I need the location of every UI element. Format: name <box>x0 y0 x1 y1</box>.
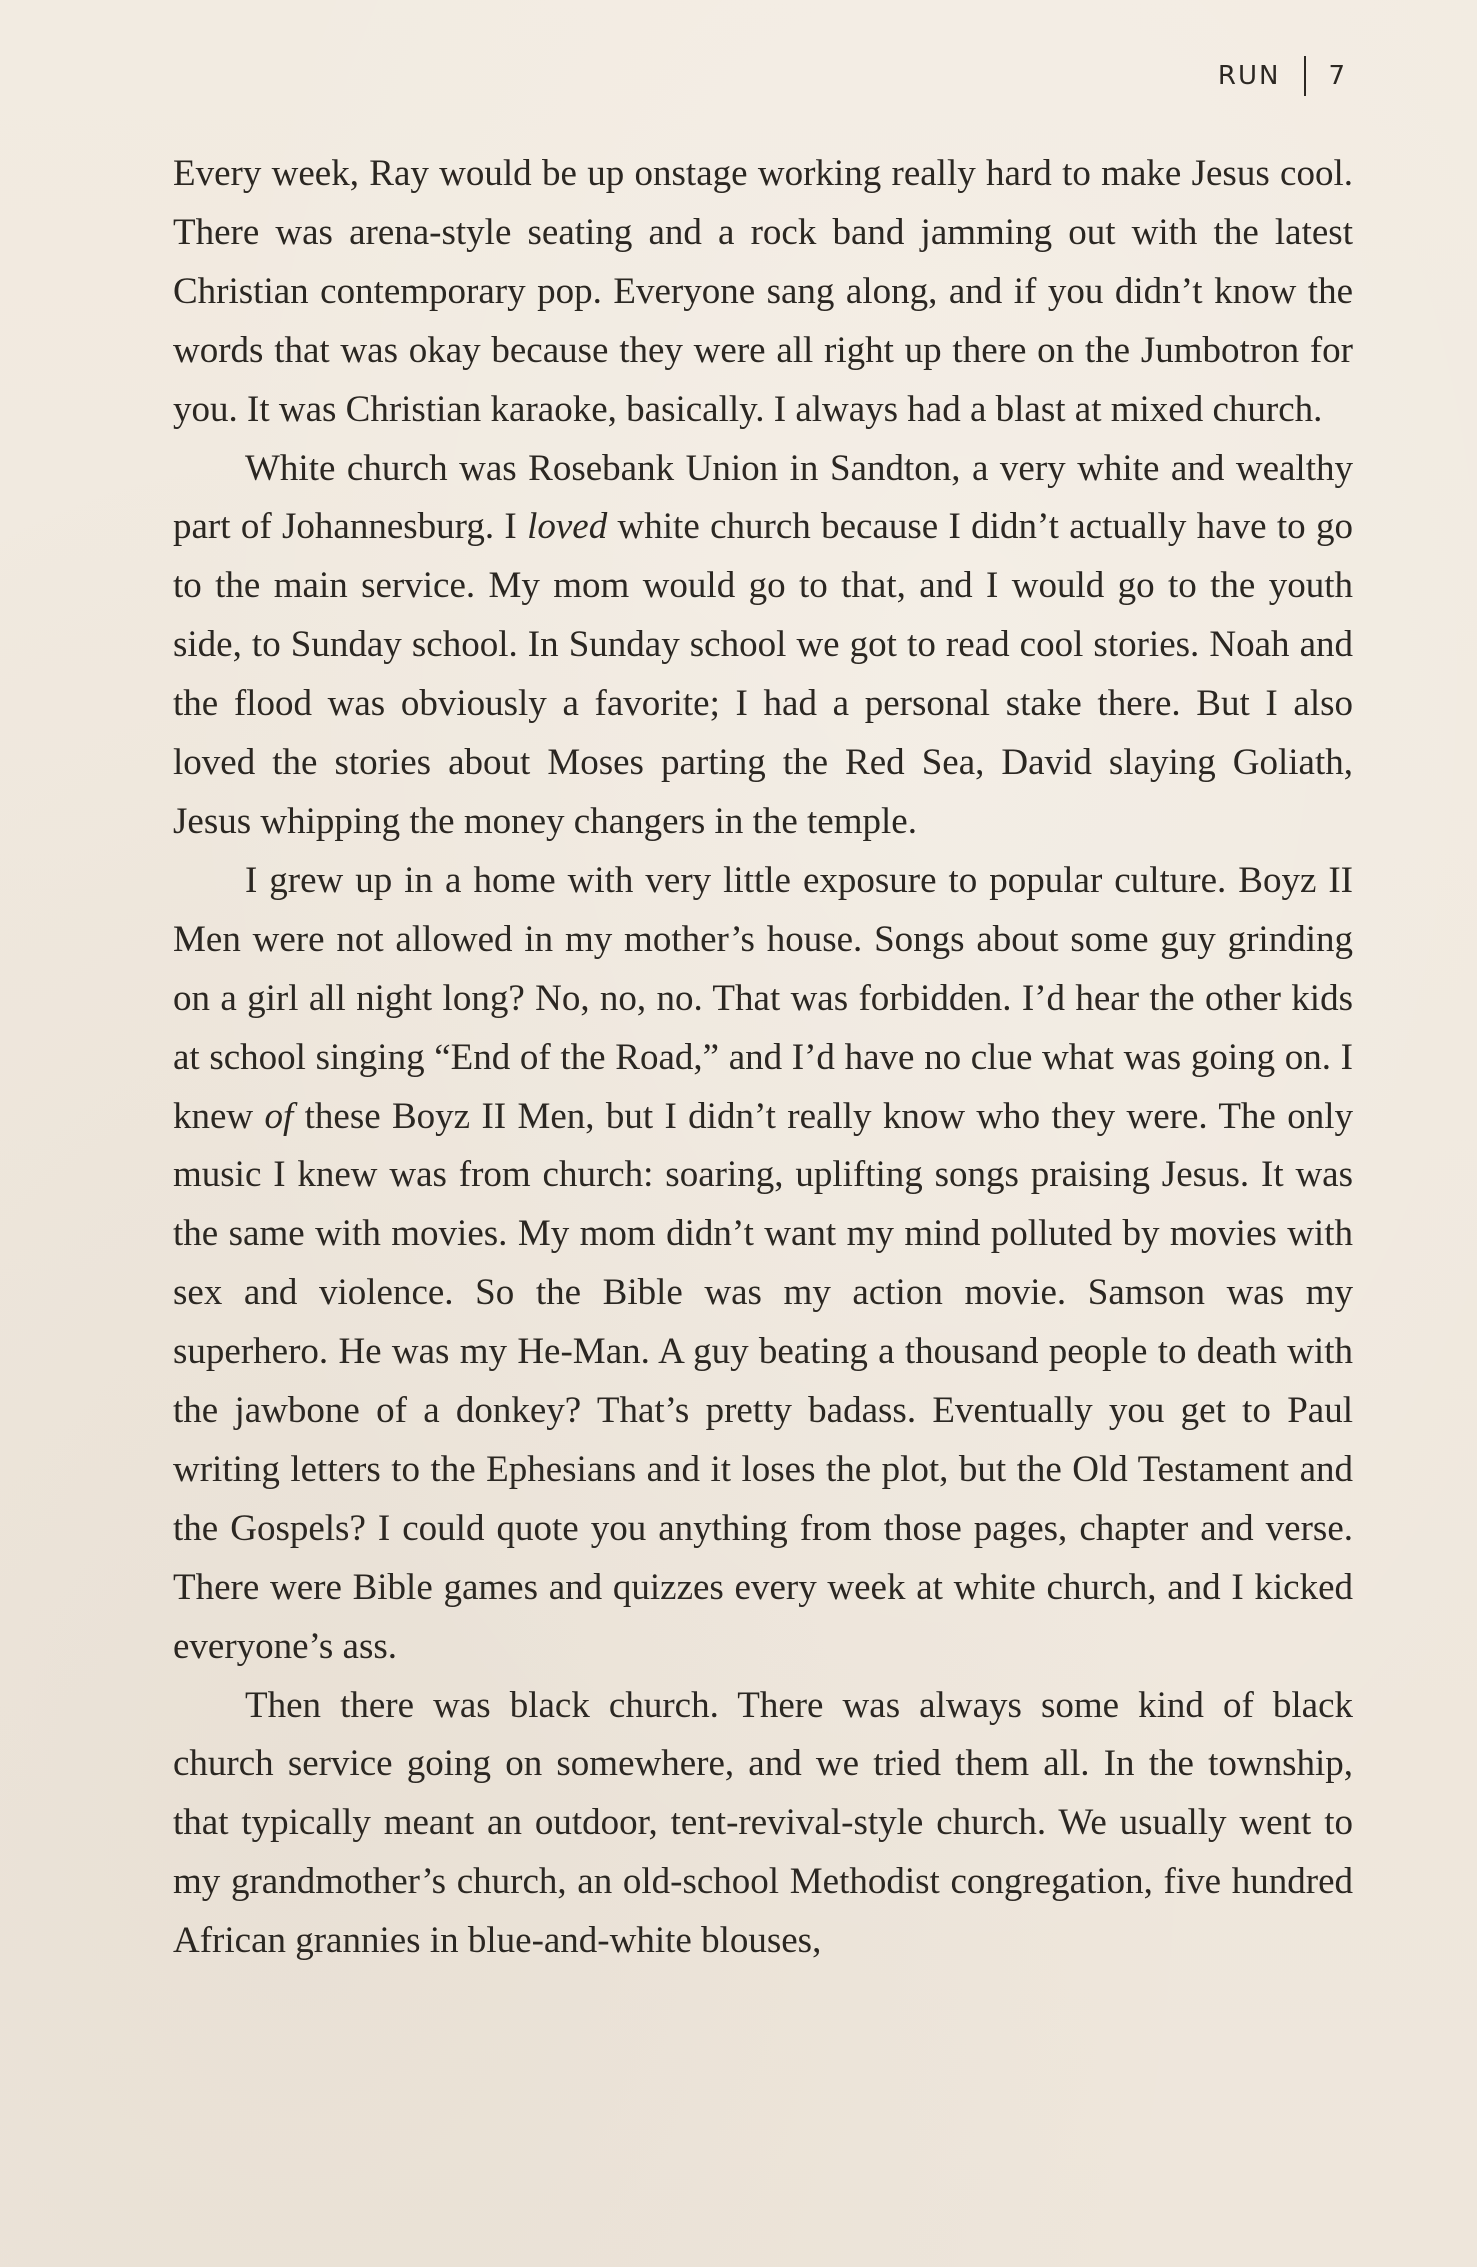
page-number: 7 <box>1328 61 1347 91</box>
paragraph-text: Every week, Ray would be up onstage working really hard to make Jesus cool. There was arena-style seating and a rock band jamming out with the latest Christian contemporary pop. Everyone sang along, and if you didn’t know the words that was okay because they were all right up there on the Jumbotron for you. It was Christian karaoke, basically. I always had a blast at mixed church. <box>173 153 1353 430</box>
header-separator <box>1304 56 1306 96</box>
paragraph-text: White church was Rosebank Union in Sandton, a very white and wealthy part of Johannesburg. I <box>173 447 1353 548</box>
paragraph-text: I grew up in a home with very little exposure to popular culture. Boyz II Men were not allowed in my mother’s house. Songs about some guy grinding on a girl all night long? No, no, no. That was forbidden. I’d hear the other kids at school singing “End of the Road,” and I’d have no clue what was going on. I knew <box>173 859 1353 1137</box>
emphasis-text: of <box>264 1095 294 1137</box>
paragraph-2 <box>173 440 1353 852</box>
body-text <box>173 145 1353 1971</box>
paragraph-text: these Boyz II Men, but I didn’t really know who they were. The only music I knew was from church: soaring, uplifting songs praising Jesus. It was the same with movies. My mom didn’t want my mind polluted by movies with sex and violence. So the Bible was my action movie. Samson was my superhero. He was my He-Man. A guy beating a thousand people to death with the jawbone of a donkey? That’s pretty badass. Eventually you get to Paul writing letters to the Ephesians and it loses the plot, but the Old Testament and the Gospels? I could quote you anything from those pages, chapter and verse. There were Bible games and quizzes every week at white church, and I kicked everyone’s ass. <box>173 1095 1353 1667</box>
paragraph-3 <box>173 852 1353 1677</box>
paragraph-text: white church because I didn’t actually have to go to the main service. My mom would go to that, and I would go to the youth side, to Sunday school. In Sunday school we got to read cool stories. Noah and the flood was obviously a favorite; I had a personal stake there. But I also loved the stories about Moses parting the Red Sea, David slaying Goliath, Jesus whipping the money changers in the temple. <box>173 506 1353 842</box>
running-header-title: RUN <box>1217 61 1281 91</box>
running-header <box>1218 56 1347 96</box>
emphasis-text: loved <box>527 506 608 548</box>
paragraph-text: Then there was black church. There was always some kind of black church service going on somewhere, and we tried them all. In the township, that typically meant an outdoor, tent-revival-style church. We usually went to my grandmother’s church, an old-school Methodist congregation, five hundred African grannies in blue-and-white blouses, <box>173 1684 1353 1962</box>
paragraph-1 <box>173 145 1353 440</box>
paragraph-4 <box>173 1677 1353 1972</box>
